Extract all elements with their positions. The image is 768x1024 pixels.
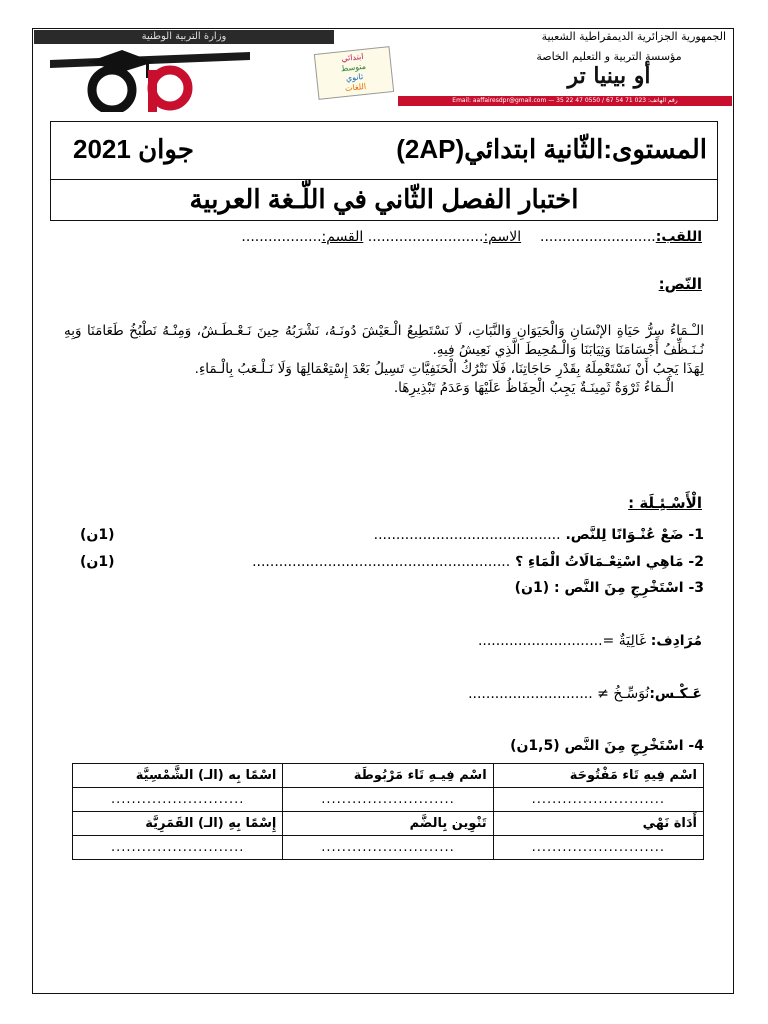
question-1-text: 1- ضَعْ عُنْـوَانًا لِلنَّص.	[565, 527, 704, 543]
table-header-cell: تَنْوِين بِالضَّم	[283, 812, 493, 836]
table-answer-cell[interactable]: ..........................	[283, 836, 493, 860]
passage-paragraph-2: لِهَذَا يَجِبُ أَنْ نَسْتَعْمِلَهُ بِقَدْرِ حَاجَاتِنَا، فَلَا نَتْرُكُ الْحَنَفِيَّاتِ تَسِيلُ بَعْدَ إِسْتِعْمَالِهَا وَلَا نَـلْـعَبُ بِالْـمَاءِ.	[194, 361, 704, 377]
question-2-mark: (1ن)	[80, 554, 115, 570]
surname-field[interactable]: ..........................	[540, 229, 656, 245]
table-answer-cell[interactable]: ..........................	[73, 788, 283, 812]
table-row	[73, 764, 704, 788]
table-row	[73, 812, 704, 836]
institute-header	[34, 44, 732, 112]
table-header-cell: اسْم فِيـهِ تَاء مَرْبُوطَة	[283, 764, 493, 788]
badge-secondary: ثانوي	[345, 72, 364, 83]
question-3-text: 3- اسْتَخْرِجِ مِنَ النَّص : (1ن)	[514, 580, 704, 596]
question-2-text: 2- مَاهِي اسْتِعْـمَالَاتُ الْمَاءِ ؟	[515, 554, 704, 570]
table-answer-cell[interactable]: ..........................	[493, 788, 703, 812]
exam-title: اختبار الفصل الثّاني في اللّـغة العربية	[189, 184, 579, 214]
question-2	[80, 554, 704, 570]
antonym-row	[468, 686, 702, 702]
badge-middle: متوسط	[340, 61, 367, 74]
synonym-word: غَالِيَةٌ =	[602, 633, 647, 649]
ministry-name: وزارة التربية الوطنية	[34, 30, 334, 44]
badge-primary: ابتدائي	[340, 51, 364, 64]
institute-name: أو بينيا تر	[567, 63, 651, 89]
table-row	[73, 788, 704, 812]
text-heading: النّص:	[658, 275, 702, 293]
exam-date: جوان 2021	[73, 134, 194, 164]
passage-paragraph-3: الْـمَاءُ ثَرْوَةٌ ثَمِينَـةٌ يَجِبُ الْحِفَاظُ عَلَيْهَا وَعَدَمُ تَبْذِيرِهَا.	[393, 380, 674, 396]
class-field[interactable]: ..................	[241, 229, 322, 245]
extraction-table	[72, 763, 704, 860]
table-header-cell: إِسْمًا بِهِ (الـ) القَمَرِيَّة	[73, 812, 283, 836]
question-3	[80, 580, 704, 596]
passage-paragraph-1: الـْـمَاءُ سِرُّ حَيَاةِ الإنْسَانِ وَالْحَيَوَانِ وَالنَّبَاتِ، لَا نَسْتَطِيعُ الْـعَيْشَ دُونَـهُ، نَشْرَبُهُ حِينَ نَـعْـطَـشُ، وَمِنْـهُ نَطْبُخُ طَعَامَنَا وَبِهِ نُـنَـظِّفُ أَجْسَامَنَا وَثِيَابَنَا وَالْـمُحِيطَ الَّذِي نَعِيشُ فِيهِ.	[64, 323, 704, 358]
questions-heading: الْأَسْـئِـلَة :	[628, 494, 702, 512]
contact-bar: رقم الهاتف: 023 71 54 67 / 0550 47 22 35 — Email: aaffairesdpr@gmail.com	[398, 96, 732, 106]
antonym-answer[interactable]: ............................	[468, 686, 593, 702]
class-label: القسم:	[321, 229, 364, 245]
badge-languages: اللغات	[344, 81, 367, 94]
synonym-row	[478, 633, 702, 649]
antonym-label: عَـكْـس:	[649, 686, 702, 702]
republic-name: الجمهورية الجزائرية الديمقراطية الشعبية	[541, 30, 726, 43]
table-answer-cell[interactable]: ..........................	[493, 836, 703, 860]
institute-line: مؤسسة التربية و التعليم الخاصة	[536, 50, 682, 63]
table-row	[73, 836, 704, 860]
name-field[interactable]: ..........................	[367, 229, 484, 245]
table-header-cell: أَدَاة نَهْي	[493, 812, 703, 836]
institute-block	[464, 50, 754, 89]
table-answer-cell[interactable]: ..........................	[73, 836, 283, 860]
synonym-label: مُرَادِف:	[650, 633, 702, 649]
question-1-mark: (1ن)	[80, 527, 115, 543]
levels-badge	[314, 46, 394, 100]
question-4	[80, 738, 704, 754]
name-label: الاسم:	[483, 229, 522, 245]
level-label: المستوى:الثّانية ابتدائي(2AP)	[396, 134, 707, 164]
title-box	[50, 121, 718, 221]
student-info-line	[241, 229, 702, 245]
surname-label: اللقب:	[655, 229, 702, 245]
synonym-answer[interactable]: ............................	[477, 633, 603, 649]
question-4-text: 4- اسْتَخْرِجِ مِنَ النَّص (1,5ن)	[510, 738, 704, 754]
table-header-cell: اسْم فِيهِ تَاء مَفْتُوحَة	[493, 764, 703, 788]
title-divider	[51, 179, 717, 180]
question-1-answer[interactable]: ..........................................	[373, 527, 561, 543]
antonym-word: نُوَسِّـخُ ≠	[597, 686, 650, 702]
table-answer-cell[interactable]: ..........................	[283, 788, 493, 812]
question-2-answer[interactable]: ..........................................................	[252, 554, 511, 570]
school-logo-icon	[50, 48, 250, 112]
question-1	[80, 527, 704, 543]
reading-passage	[64, 322, 704, 398]
table-header-cell: اسْمًا بِه (الـ) الشَّمْسِيَّة	[73, 764, 283, 788]
ministry-bar	[34, 30, 732, 44]
